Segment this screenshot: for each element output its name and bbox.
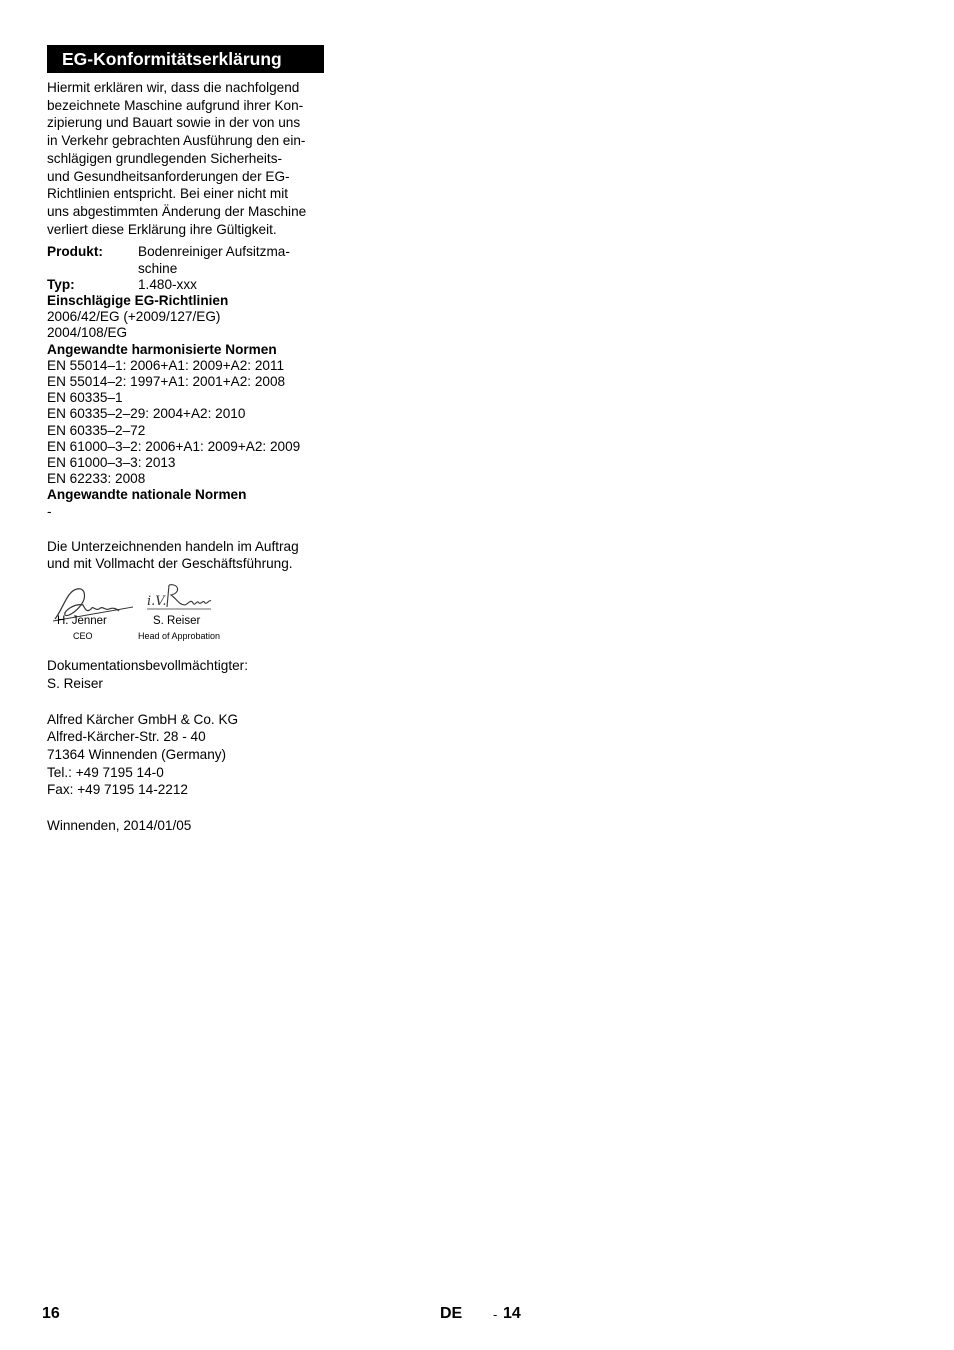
intro-line: uns abgestimmten Änderung der Maschine	[47, 203, 307, 219]
documentation-name: S. Reiser	[47, 675, 103, 691]
norm-item: EN 55014–2: 1997+A1: 2001+A2: 2008	[47, 373, 286, 389]
authority-paragraph	[47, 538, 324, 573]
documentation-label: Dokumentationsbevollmächtigter:	[47, 658, 248, 674]
intro-line: verliert diese Erklärung ihre Gültigkeit.	[47, 221, 277, 237]
intro-line: bezeichnete Maschine aufgrund ihrer Kon-	[47, 97, 304, 113]
type-row	[47, 277, 324, 293]
signature-prefix: i.V.	[147, 594, 167, 610]
signatory-role: CEO	[73, 631, 93, 642]
directive-item: 2004/108/EG	[47, 325, 128, 341]
company-line: Alfred Kärcher GmbH & Co. KG	[47, 711, 239, 727]
product-row	[47, 244, 324, 276]
norm-item: EN 62233: 2008	[47, 471, 146, 487]
norm-item: EN 60335–1	[47, 390, 123, 406]
intro-line: und Gesundheitsanforderungen der EG-	[47, 168, 290, 184]
product-value	[138, 244, 290, 276]
national-value: -	[47, 503, 52, 519]
documentation-block	[47, 657, 324, 692]
company-line: Alfred-Kärcher-Str. 28 - 40	[47, 729, 206, 745]
type-label: Typ:	[47, 276, 75, 292]
intro-line: zipierung und Bauart sowie in der von uns	[47, 115, 301, 131]
authority-line: und mit Vollmacht der Geschäftsführung.	[47, 556, 293, 572]
intro-line: Richtlinien entspricht. Bei einer nicht mit	[47, 186, 289, 202]
page-title: EG-Konformitätserklärung	[47, 45, 324, 73]
footer-dash: -	[493, 1307, 498, 1322]
signature-reiser	[145, 581, 215, 613]
type-value: 1.480-xxx	[138, 276, 197, 292]
norm-item: EN 61000–3–3: 2013	[47, 454, 176, 470]
intro-paragraph	[47, 79, 324, 238]
norm-item: EN 61000–3–2: 2006+A1: 2009+A2: 2009	[47, 438, 301, 454]
harmonized-heading: Angewandte harmonisierte Normen	[47, 341, 277, 357]
signatory-role: Head of Approbation	[138, 631, 221, 642]
declaration-column	[47, 45, 324, 835]
company-line: Tel.: +49 7195 14-0	[47, 764, 164, 780]
language-code: DE	[440, 1305, 463, 1322]
directive-item: 2006/42/EG (+2009/127/EG)	[47, 309, 221, 325]
company-address	[47, 711, 324, 800]
product-value-line: Bodenreiniger Aufsitzma-	[138, 244, 290, 260]
signatory-name: H. Jenner	[57, 615, 107, 628]
signature-block	[47, 581, 324, 647]
norm-item: EN 60335–2–72	[47, 422, 146, 438]
page-number: 16	[42, 1305, 60, 1322]
spec-block	[47, 244, 324, 519]
norm-item: EN 60335–2–29: 2004+A2: 2010	[47, 406, 246, 422]
intro-line: in Verkehr gebrachten Ausführung den ein-	[47, 133, 306, 149]
intro-line: Hiermit erklären wir, dass die nachfolgend	[47, 80, 300, 95]
section-page-number: 14	[503, 1305, 521, 1322]
signatory-name: S. Reiser	[153, 615, 201, 628]
directives-heading: Einschlägige EG-Richtlinien	[47, 292, 229, 308]
place-date: Winnenden, 2014/01/05	[47, 818, 192, 834]
norm-item: EN 55014–1: 2006+A1: 2009+A2: 2011	[47, 357, 285, 373]
intro-line: schlägigen grundlegenden Sicherheits-	[47, 150, 283, 166]
national-heading: Angewandte nationale Normen	[47, 487, 247, 503]
product-value-line: schine	[138, 260, 178, 276]
authority-line: Die Unterzeichnenden handeln im Auftrag	[47, 538, 299, 554]
product-label: Produkt:	[47, 244, 103, 260]
company-line: 71364 Winnenden (Germany)	[47, 747, 227, 762]
company-line: Fax: +49 7195 14-2212	[47, 782, 188, 798]
